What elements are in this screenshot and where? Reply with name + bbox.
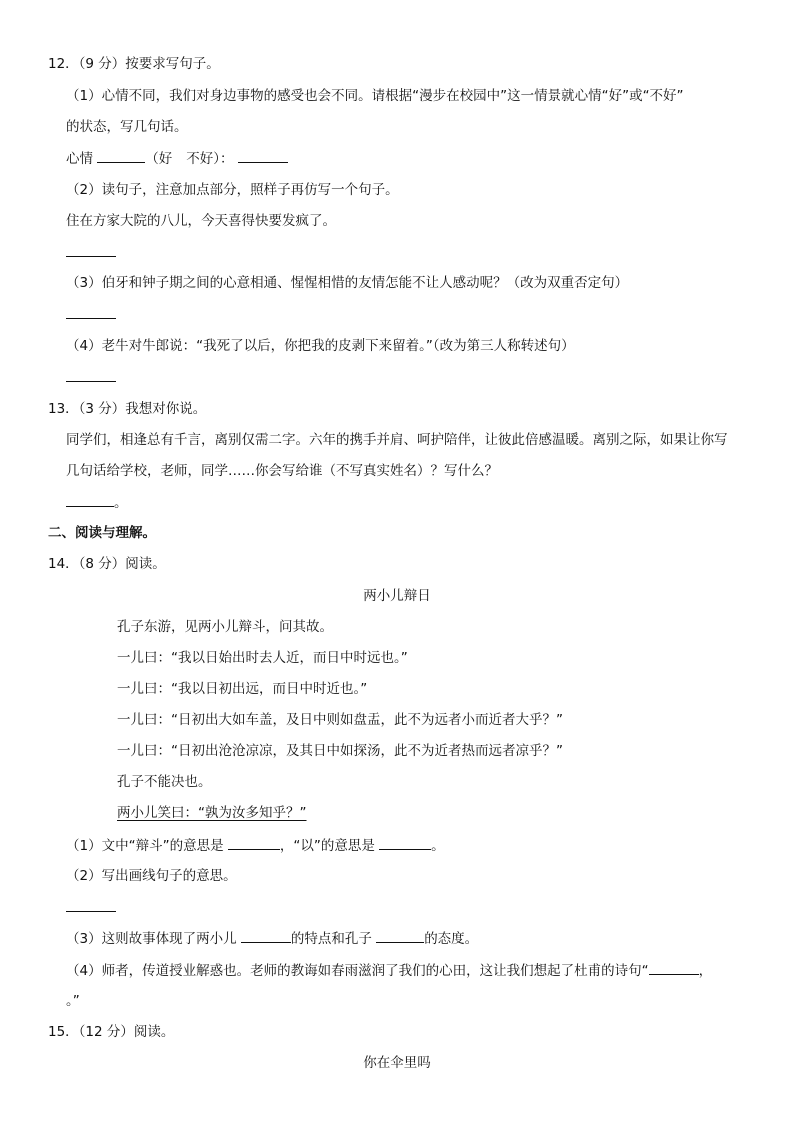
q12-mood-blank[interactable] (97, 150, 145, 163)
q12-part4-answer (66, 369, 116, 387)
q14-sub3-blank-2[interactable] (376, 930, 424, 943)
q14-sub3-blank-1[interactable] (241, 930, 291, 943)
q14-passage-line-5: 一儿曰：“日初出沧沧凉凉，及其日中如探汤，此不为近者热而远者凉乎？” (117, 743, 563, 759)
q13-answer (66, 494, 128, 512)
q14-passage-title: 两小儿辩日 (363, 588, 431, 604)
q12-part3-blank[interactable] (66, 306, 116, 319)
q14-sub4-text-c: 。” (66, 993, 80, 1009)
q12-part1-line2: 的状态，写几句话。 (66, 119, 188, 135)
q14-sub4-text-a: （4）师者，传道授业解惑也。老师的教诲如春雨滋润了我们的心田，这让我们想起了杜甫的诗句“ (66, 963, 649, 979)
q14-passage-line-6: 孔子不能决也。 (117, 774, 212, 790)
q14-sub1 (66, 837, 445, 855)
q14-sub3-text-c: 的态度。 (424, 931, 479, 947)
section2-title: 二、阅读与理解。 (48, 525, 156, 541)
q12-part4-blank[interactable] (66, 369, 116, 382)
q12-mood-options-b: 不好）： (186, 151, 234, 167)
q12-part2-blank[interactable] (66, 244, 116, 257)
q12-mood-options-a: （好 (145, 151, 173, 167)
q14-underlined-sentence: 两小儿笑曰：“孰为汝多知乎？” (117, 805, 307, 821)
q14-sub1-blank-1[interactable] (228, 837, 280, 850)
q13-line2: 几句话给学校，老师，同学……你会写给谁（不写真实姓名）？写什么？ (66, 463, 498, 479)
q12-header: 12．（9 分）按要求写句子。 (48, 56, 220, 72)
q13-line1: 同学们，相逢总有千言，离别仅需二字。六年的携手并肩、呵护陪伴，让彼此倍感温暖。离别之际，如果让你写 (66, 432, 728, 448)
q14-sub1-blank-2[interactable] (379, 837, 431, 850)
q15-header: 15．（12 分）阅读。 (48, 1024, 175, 1040)
q14-sub1-text-c: 。 (431, 838, 445, 854)
q14-sub4-text-b: ， (698, 963, 713, 979)
q14-passage-line-1: 孔子东游，见两小儿辩斗，问其故。 (117, 619, 333, 635)
q15-passage-title: 你在伞里吗 (363, 1055, 431, 1071)
q14-header: 14．（8 分）阅读。 (48, 556, 166, 572)
q12-mood-label: 心情 (66, 151, 93, 167)
q12-part3-line: （3）伯牙和钟子期之间的心意相通、惺惺相惜的友情怎能不让人感动呢？（改为双重否定句） (66, 275, 629, 291)
q14-sub3-text-b: 的特点和孔子 (290, 931, 372, 947)
q12-part2-answer (66, 244, 116, 262)
q14-sub3 (66, 930, 478, 948)
q12-part4-line: （4）老牛对牛郎说：“我死了以后，你把我的皮剥下来留着。”（改为第三人称转述句） (66, 338, 575, 354)
q14-sub3-text-a: （3）这则故事体现了两小儿 (66, 931, 237, 947)
q14-sub1-text-a: （1）文中“辩斗”的意思是 (66, 838, 224, 854)
q14-sub4-blank-1[interactable] (649, 962, 699, 975)
q13-header: 13．（3 分）我想对你说。 (48, 401, 207, 417)
q14-passage-line-4: 一儿曰：“日初出大如车盖，及日中则如盘盂，此不为远者小而近者大乎？” (117, 712, 563, 728)
q12-part2-line1: （2）读句子，注意加点部分，照样子再仿写一个句子。 (66, 182, 399, 198)
q12-part1-fill-line (66, 150, 288, 168)
q14-sub4-line2 (66, 993, 80, 1010)
q12-mood-answer-blank[interactable] (238, 150, 288, 163)
q14-passage-line-3: 一儿曰：“我以日初出远，而日中时近也。” (117, 681, 368, 697)
q14-sub2-answer (66, 899, 116, 917)
q12-part2-example: 住在方家大院的八儿，今天喜得快要发疯了。 (66, 213, 336, 229)
q14-passage-line-2: 一儿曰：“我以日始出时去人近，而日中时远也。” (117, 650, 408, 666)
q14-sub2: （2）写出画线句子的意思。 (66, 868, 237, 884)
q12-part3-answer (66, 306, 116, 324)
q13-answer-end: 。 (114, 495, 128, 511)
q13-blank[interactable] (66, 494, 114, 507)
q14-sub1-text-b: ，“以”的意思是 (279, 838, 375, 854)
q14-sub2-blank[interactable] (66, 899, 116, 912)
q14-sub4 (66, 962, 712, 980)
q12-part1-line1: （1）心情不同，我们对身边事物的感受也会不同。请根据“漫步在校园中”这一情景就心情“好”或“不好” (66, 88, 684, 104)
